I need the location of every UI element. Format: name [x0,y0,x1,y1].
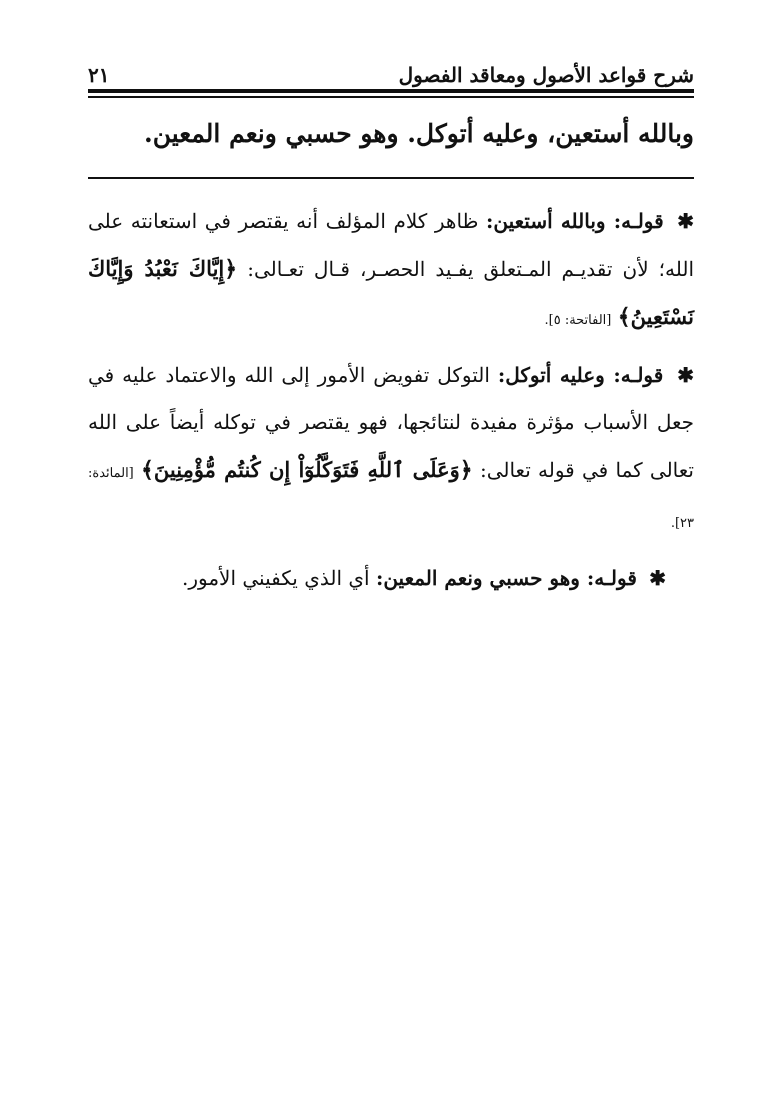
commentary-1-text: ظاهر كلام المؤلف أنه يقتصر في استعانته على الله؛ لأن تقديـم المـتعلق يفـيد الحصـر، قـال تعـالى: [88,209,695,281]
quran-brace-open: ﴿ [459,457,473,483]
verse-reference-1: [الفاتحة: ٥]. [544,313,612,328]
quran-brace-close: ﴾ [141,457,154,483]
commentary-3-text: أي الذي يكفيني الأمور. [182,566,370,590]
verse-reference-2: [المائدة: ٢٣]. [88,466,694,531]
lemma-2: قولـه: وعليه أتوكل: [497,363,664,387]
header-rule-thin [88,96,694,98]
commentary [88,198,694,610]
commentary-paragraph-3 [88,555,694,602]
star-bullet-icon: ✱ [649,566,666,590]
header-rule-thick [88,89,694,93]
book-title: شرح قواعد الأصول ومعاقد الفصول [398,63,694,87]
star-bullet-icon: ✱ [677,363,694,387]
quran-verse-1: إِيَّاكَ نَعْبُدُ وَإِيَّاكَ نَسْتَعِينُ [88,256,694,329]
lemma-1: قولـه: وبالله أستعين: [486,209,664,233]
quran-brace-open: ﴿ [224,256,238,282]
lemma-3: قولـه: وهو حسبي ونعم المعين: [375,566,637,590]
star-bullet-icon: ✱ [677,209,695,233]
quran-verse-2: وَعَلَى ٱللَّهِ فَتَوَكَّلُوٓاْ إِن كُنتُم مُّؤْمِنِينَ [153,457,460,482]
commentary-paragraph-2 [88,352,694,547]
commentary-2-text: التوكل تفويض الأمور إلى الله والاعتماد عليه في جعل الأسباب مؤثرة مفيدة لنتائجها، فهو يقتصر في توكله أيضاً على الله تعالى كما في قوله تعالى: [88,363,694,482]
page-number: ٢١ [88,63,110,87]
running-header [88,58,694,88]
commentary-paragraph-1 [88,198,694,344]
matn-commentary-separator [88,177,694,179]
matn-text: وبالله أستعين، وعليه أتوكل. وهو حسبي ونعم المعين. [144,119,694,148]
quran-brace-close: ﴾ [617,304,631,330]
